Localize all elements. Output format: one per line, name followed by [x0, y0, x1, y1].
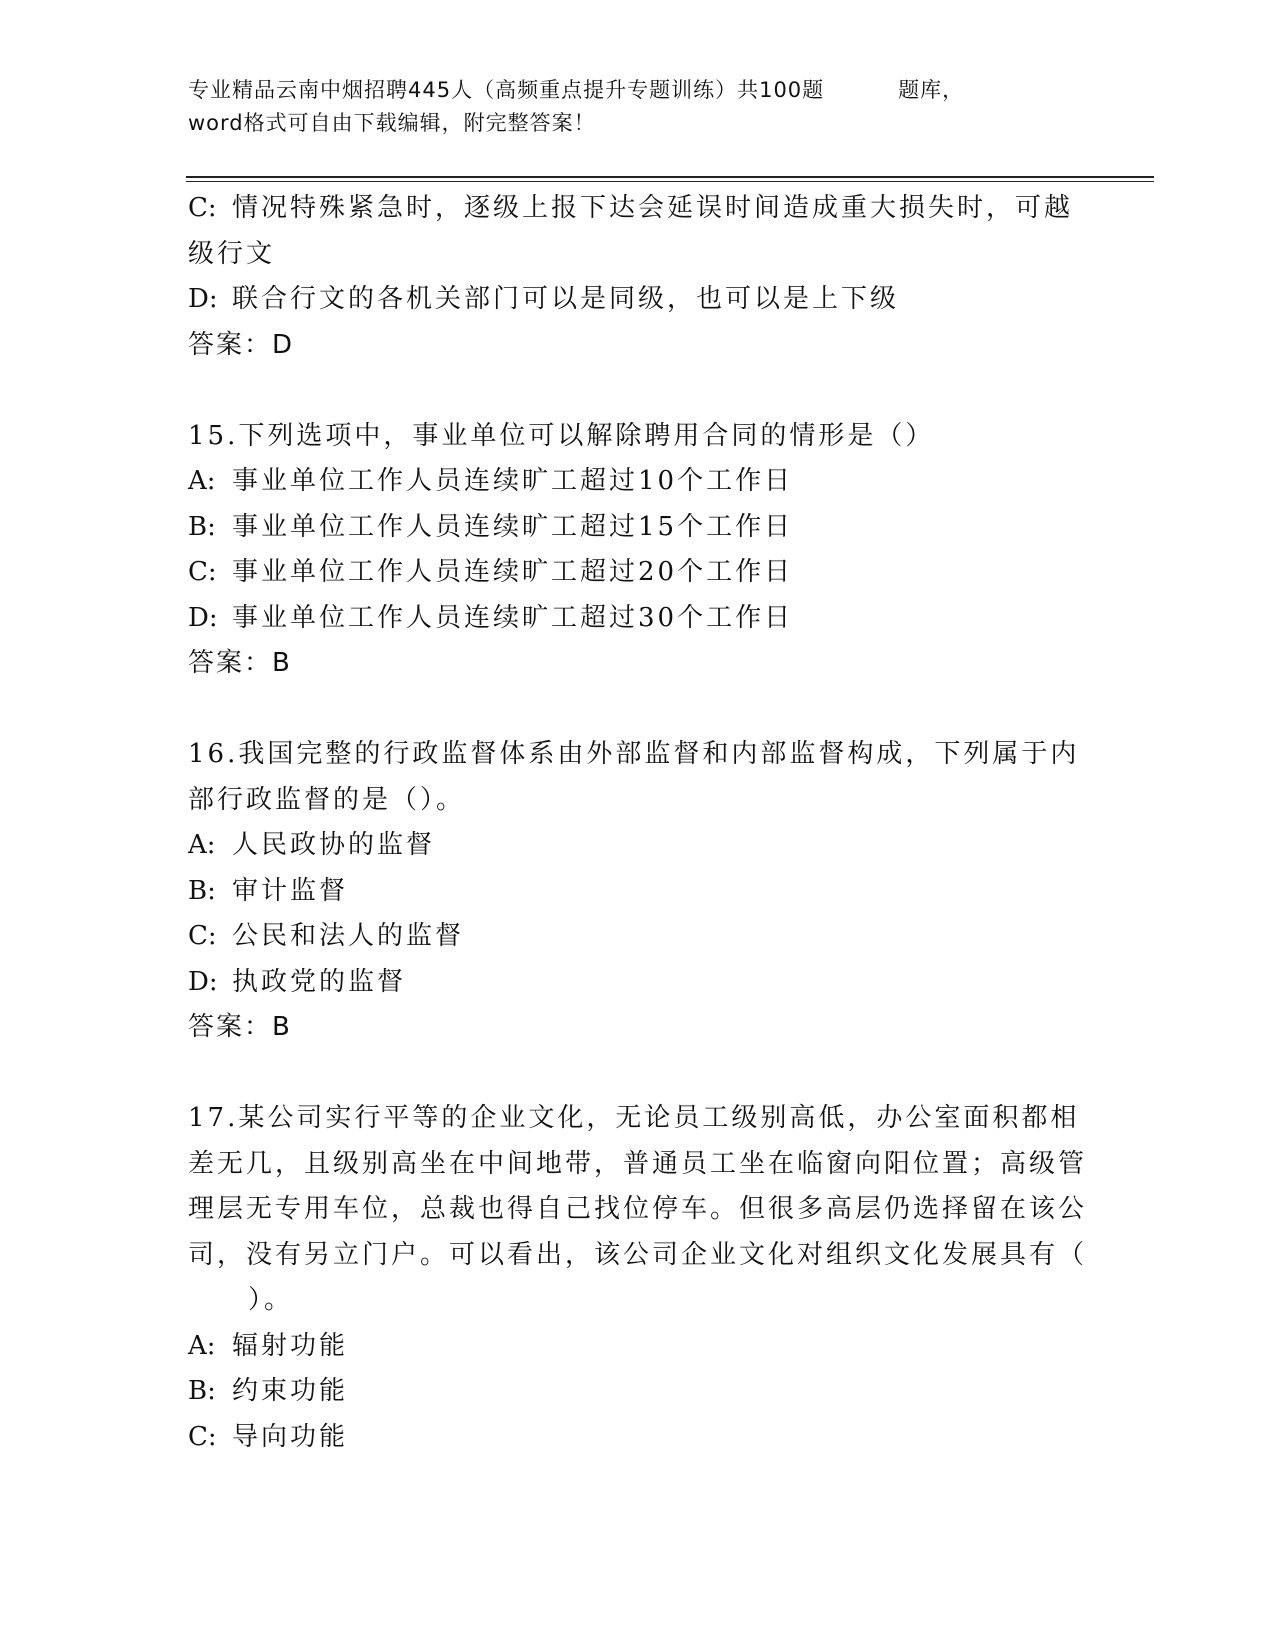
option-c: C: 情况特殊紧急时，逐级上报下达会延误时间造成重大损失时，可越级行文 [188, 193, 1074, 269]
question-15 [188, 414, 1088, 687]
header-title: 专业精品云南中烟招聘445人（高频重点提升专题训练）共100题 [188, 78, 825, 102]
option-a: A: 人民政协的监督 [188, 830, 436, 860]
option-b: B: 约束功能 [188, 1376, 349, 1406]
answer-label: 答案：B [188, 648, 292, 678]
page-header [188, 74, 1068, 140]
header-line-2: word格式可自由下载编辑，附完整答案！ [188, 111, 596, 135]
option-a: A: 事业单位工作人员连续旷工超过10个工作日 [188, 466, 794, 496]
option-d: D: 事业单位工作人员连续旷工超过30个工作日 [188, 602, 794, 633]
option-c: C: 事业单位工作人员连续旷工超过20个工作日 [188, 557, 794, 587]
header-title-suffix: 题库， [898, 78, 965, 102]
header-divider-thin [186, 181, 1154, 182]
header-divider [186, 176, 1154, 178]
option-c: C: 导向功能 [188, 1421, 349, 1452]
option-d: D: 联合行文的各机关部门可以是同级，也可以是上下级 [188, 284, 900, 314]
question-stem: 15.下列选项中，事业单位可以解除聘用合同的情形是（） [188, 420, 935, 451]
question-17 [188, 1096, 1088, 1460]
header-line-1 [188, 74, 1068, 107]
question-list [188, 186, 1088, 1460]
option-b: B: 事业单位工作人员连续旷工超过15个工作日 [188, 511, 794, 542]
answer-label: 答案：D [188, 329, 295, 360]
option-c: C: 公民和法人的监督 [188, 921, 465, 951]
option-d: D: 执政党的监督 [188, 966, 407, 997]
option-a: A: 辐射功能 [188, 1330, 349, 1361]
option-b: B: 审计监督 [188, 875, 349, 906]
question-16 [188, 732, 1088, 1051]
question-stem: 16.我国完整的行政监督体系由外部监督和内部监督构成，下列属于内部行政监督的是（）。 [188, 739, 1080, 815]
question-stem: 17.某公司实行平等的企业文化，无论员工级别高低，办公室面积都相差无几，且级别高坐在中间地带，普通员工坐在临窗向阳位置；高级管理层无专用车位，总裁也得自己找位停车。但很多高层仍选择留在该公司，没有另立门户。可以看出，该公司企业文化对组织文化发展具有（）。 [188, 1103, 1088, 1315]
answer-label: 答案：B [188, 1012, 292, 1042]
question-14-continued [188, 186, 1088, 368]
